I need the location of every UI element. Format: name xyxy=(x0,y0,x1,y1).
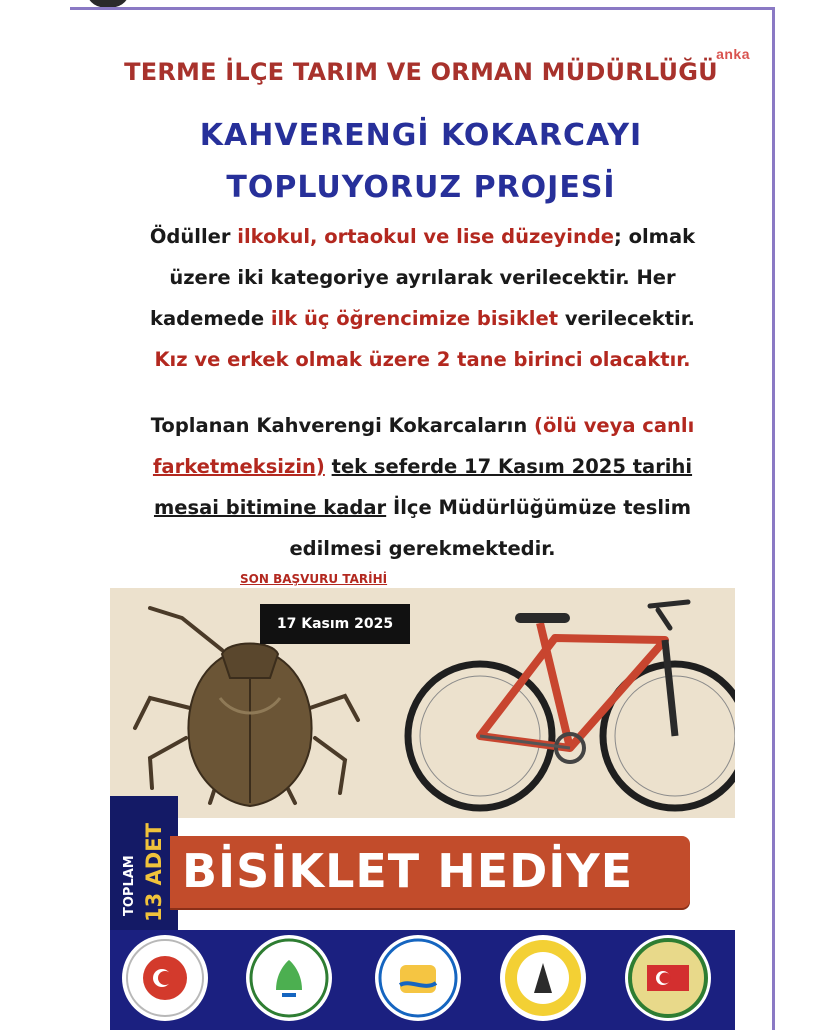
terme-municipality-seal-art xyxy=(375,935,461,1021)
chamber-of-trade-seal-icon xyxy=(500,935,586,1021)
gift-text: BİSİKLET HEDİYE xyxy=(182,844,634,898)
deadline-label: SON BAŞVURU TARİHİ xyxy=(240,572,388,586)
total-text xyxy=(110,796,178,930)
highlight-span: ilkokul, ortaokul ve lise düzeyinde xyxy=(237,225,615,248)
project-title-line-1: KAHVERENGİ KOKARCAYI xyxy=(199,118,643,153)
text-span xyxy=(325,455,332,478)
delivery-paragraph xyxy=(90,405,755,569)
left-margin xyxy=(0,0,70,1030)
text-span: verilecektir. xyxy=(558,307,695,330)
food-control-seal-art xyxy=(246,935,332,1021)
poster xyxy=(70,7,775,1030)
district-flag-seal-art xyxy=(625,935,711,1021)
food-control-seal-icon xyxy=(246,935,332,1021)
text-span: Toplanan Kahverengi Kokarcaların xyxy=(150,414,535,437)
illustration-panel xyxy=(110,588,735,818)
project-title-line-2: TOPLUYORUZ PROJESİ xyxy=(226,170,616,205)
highlight-span: (ölü veya canlı xyxy=(534,414,695,437)
awards-line-4: Kız ve erkek olmak üzere 2 tane birinci olacaktır. xyxy=(154,348,691,371)
deadline-date-badge: 17 Kasım 2025 xyxy=(260,604,410,644)
underlined-span: tek seferde 17 Kasım 2025 tarihi xyxy=(331,455,693,478)
district-flag-seal-icon xyxy=(625,935,711,1021)
bicycle-icon xyxy=(408,602,735,808)
text-span: Ödüller xyxy=(149,225,238,248)
delivery-line-1 xyxy=(90,405,755,446)
delivery-line-2 xyxy=(90,446,755,487)
terme-municipality-seal-icon xyxy=(375,935,461,1021)
awards-line-3 xyxy=(90,298,755,339)
highlight-span: ilk üç öğrencimize bisiklet xyxy=(270,307,559,330)
total-word: TOPLAM xyxy=(122,855,137,916)
highlight-span: farketmeksizin) xyxy=(152,455,325,478)
ministry-seal-icon xyxy=(122,935,208,1021)
awards-line-1 xyxy=(90,216,755,257)
stink-bug-head xyxy=(222,644,278,679)
text-span: ; olmak xyxy=(614,225,696,248)
delivery-line-4: edilmesi gerekmektedir. xyxy=(289,537,556,560)
awards-paragraph xyxy=(90,216,755,380)
illustration-art xyxy=(110,588,735,818)
chamber-of-trade-seal-art xyxy=(500,935,586,1021)
text-span: İlçe Müdürlüğümüze teslim xyxy=(386,496,692,519)
org-title: TERME İLÇE TARIM VE ORMAN MÜDÜRLÜĞÜ xyxy=(124,58,718,86)
watermark: anka xyxy=(716,46,750,62)
right-margin xyxy=(775,0,820,1030)
awards-line-2: üzere iki kategoriye ayrılarak verilecektir. Her xyxy=(169,266,676,289)
delivery-line-3 xyxy=(90,487,755,528)
total-count: 13 ADET xyxy=(142,823,166,922)
ministry-seal-art xyxy=(122,935,208,1021)
underlined-span: mesai bitimine kadar xyxy=(153,496,387,519)
text-span: kademede xyxy=(150,307,271,330)
